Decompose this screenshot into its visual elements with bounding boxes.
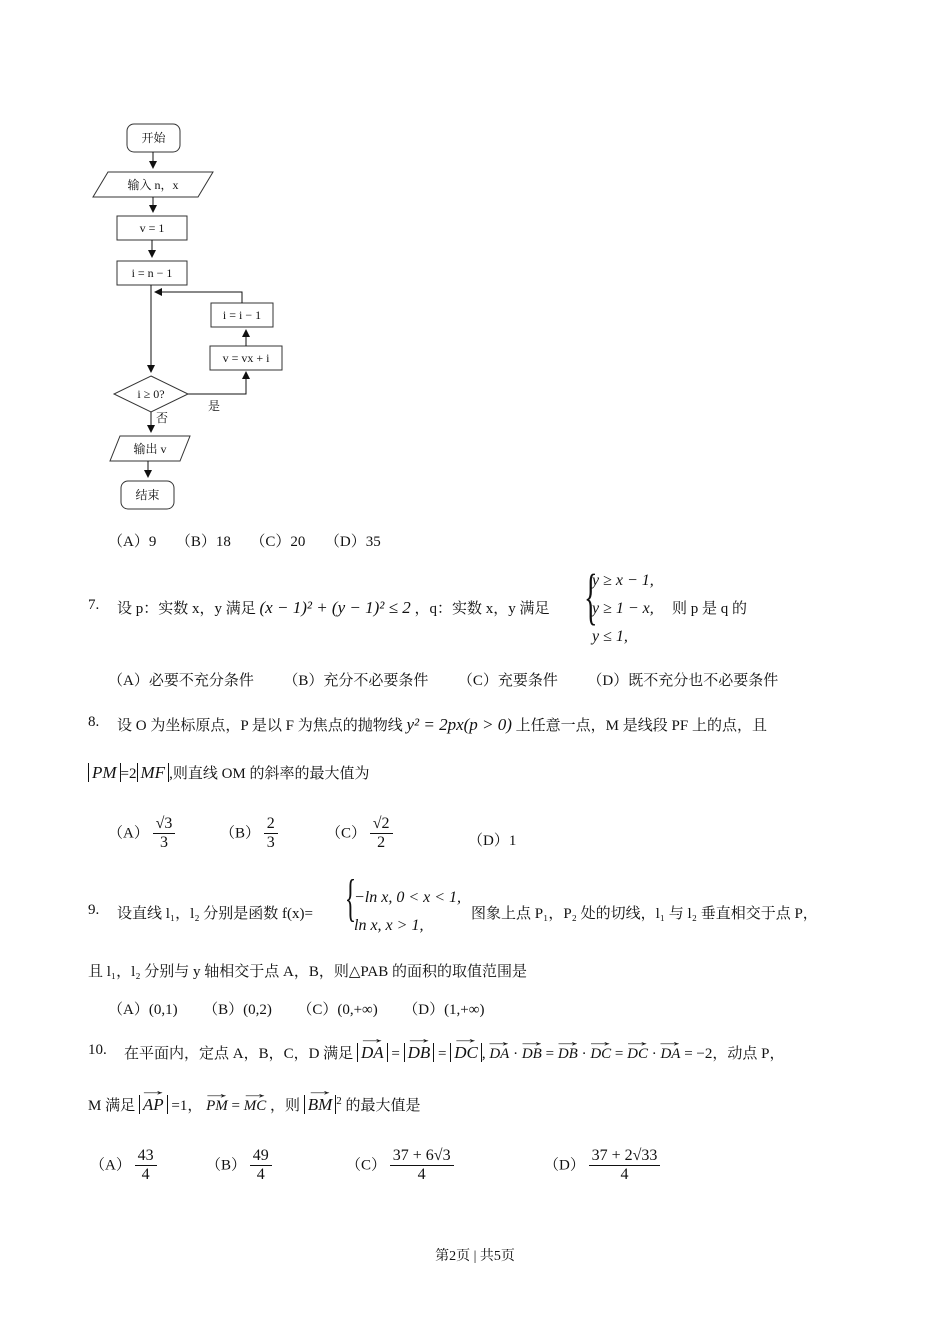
q8-option-a: （A） $\frac{√3}{3}$ xyxy=(108,815,175,853)
i-init-label: i = n − 1 xyxy=(131,266,173,280)
q7-sys-3: y ≤ 1, xyxy=(592,628,628,645)
q8-pm: PM xyxy=(92,763,117,782)
q8-option-d: （D）1 xyxy=(468,833,517,849)
q7-options xyxy=(108,669,778,690)
q7-stem: 设 p：实数 x，y 满足 (x − 1)² + (y − 1)² ≤ 2 ，q：实数 x，y 满足 xyxy=(117,598,550,617)
q8-mf: MF xyxy=(140,763,166,782)
q10-line1: 在平面内，定点 A，B，C，D 满足 → DA = → DB = → DC , → DA · → DB = → DB · → DC = → DC · → DA = −2，动点 P， xyxy=(124,1042,784,1063)
q6-option-c: （C）20 xyxy=(250,534,306,550)
q8-option-b: （B） $\frac{2}{3}$ xyxy=(220,815,278,853)
q9-stem-end: 图象上点 P₁，P₂ 处的切线，l₁ 与 l₂ 垂直相交于点 P， xyxy=(471,906,818,922)
q9-line2: 且 l₁，l₂ 分别与 y 轴相交于点 A，B，则△PAB 的面积的取值范围是 xyxy=(88,964,527,980)
v-init-label: v = 1 xyxy=(139,221,165,235)
q9-brace: { xyxy=(344,870,357,927)
algorithm-flowchart xyxy=(0,0,320,520)
end-label: 结束 xyxy=(135,488,160,502)
v-update-label: v = vx + i xyxy=(222,351,270,365)
q9-stem: 设直线 l₁，l₂ 分别是函数 f(x)= xyxy=(117,906,313,922)
q9-option-c: （C）(0,+∞) xyxy=(297,1002,378,1018)
i-dec-label: i = i − 1 xyxy=(222,308,262,322)
q6-option-a: （A）9 xyxy=(108,534,157,550)
q7-sys-2: y ≥ 1 − x, xyxy=(592,600,654,617)
q7-option-c: （C）充要条件 xyxy=(457,673,558,689)
yes-label: 是 xyxy=(208,399,221,413)
q10-option-a: （A） $\frac{43}{4}$ xyxy=(90,1147,157,1185)
q7-option-d: （D）既不充分也不必要条件 xyxy=(587,673,779,689)
q9-piece-1: −ln x, 0 < x < 1, xyxy=(354,889,462,906)
q9-options xyxy=(108,998,484,1019)
output-label: 输出 v xyxy=(133,442,167,456)
q7-sys-1: y ≥ x − 1, xyxy=(592,572,654,589)
q9-piecewise xyxy=(354,884,461,940)
q8-formula: y² = 2px(p > 0) xyxy=(406,715,512,734)
q9-option-d: （D）(1,+∞) xyxy=(403,1002,485,1018)
page-footer: 第2页 | 共5页 xyxy=(435,1249,515,1264)
q9-option-b: （B）(0,2) xyxy=(203,1002,272,1018)
q10-option-b: （B） $\frac{49}{4}$ xyxy=(206,1147,272,1185)
q6-option-d: （D）35 xyxy=(324,534,381,550)
q7-stem-end: 则 p 是 q 的 xyxy=(672,601,748,617)
q7-number: 7. xyxy=(88,597,100,613)
q9-option-a: （A）(0,1) xyxy=(108,1002,178,1018)
decision-label: i ≥ 0? xyxy=(137,387,165,401)
q9-piece-2: ln x, x > 1, xyxy=(354,917,424,934)
q10-number: 10. xyxy=(88,1042,107,1058)
q9-number: 9. xyxy=(88,902,100,918)
q10-option-d: （D） $\frac{37 + 2√33}{4}$ xyxy=(544,1147,660,1185)
q10-vector-equations: → DA = → DB = → DC , → DA · → DB = → DB · → DC = → DC · → DA xyxy=(357,1046,684,1062)
q7-brace: { xyxy=(584,563,598,631)
q7-option-b: （B）充分不必要条件 xyxy=(283,673,429,689)
start-label: 开始 xyxy=(141,131,166,145)
q8-number: 8. xyxy=(88,714,100,730)
q6-options xyxy=(108,530,381,551)
input-label: 输入 n，x xyxy=(127,178,179,192)
q8-line1: 设 O 为坐标原点，P 是以 F 为焦点的抛物线 y² = 2px(p > 0) 上任意一点，M 是线段 PF 上的点，且 xyxy=(117,715,767,734)
no-label: 否 xyxy=(156,411,169,425)
q7-formula-p: (x − 1)² + (y − 1)² ≤ 2 xyxy=(259,598,411,617)
q7-option-a: （A）必要不充分条件 xyxy=(108,673,254,689)
q8-option-c: （C） $\frac{√2}{2}$ xyxy=(326,815,393,853)
q10-option-c: （C） $\frac{37 + 6√3}{4}$ xyxy=(346,1147,454,1185)
q6-option-b: （B）18 xyxy=(175,534,231,550)
q7-system xyxy=(592,567,654,651)
q10-line2: M 满足 → AP =1， → PM = → MC ，则 → BM $^2$ 的最大值是 xyxy=(88,1094,421,1115)
q8-line2: PM =2 MF ,则直线 OM 的斜率的最大值为 xyxy=(88,762,369,783)
